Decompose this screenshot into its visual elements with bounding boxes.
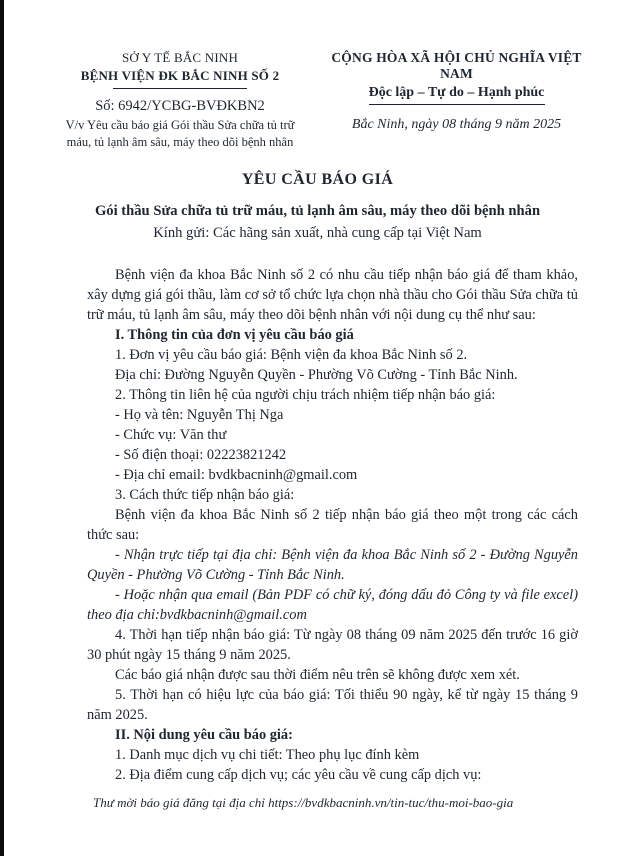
tender-package-subtitle: Gói thầu Sửa chữa tủ trữ máu, tủ lạnh âm sâu, máy theo dõi bệnh nhân	[94, 203, 541, 219]
body-paragraph: - Số điện thoại: 02223821242	[115, 447, 287, 463]
footer-posting-note: Thư mời báo giá đăng tại địa chỉ https://bvdkbacninh.vn/tin-tuc/thu-moi-bao-gia	[93, 795, 514, 810]
body-paragraph: - Hoặc nhận qua email (Bản PDF có chữ ký, đóng dấu đỏ Công ty và file excel) theo địa chỉ:bvdkbacninh@gmail.com	[87, 587, 578, 623]
document-subject-abstract: V/v Yêu cầu báo giá Gói thầu Sửa chữa tủ trữ máu, tủ lạnh âm sâu, máy theo dõi bệnh nhân	[65, 118, 295, 149]
body-paragraph: 1. Danh mục dịch vụ chi tiết: Theo phụ lục đính kèm	[115, 747, 420, 763]
place-and-date-line: Bắc Ninh, ngày 08 tháng 9 năm 2025	[351, 117, 562, 132]
title-block	[0, 171, 635, 242]
body-paragraph: Bệnh viện đa khoa Bắc Ninh số 2 tiếp nhận báo giá theo một trong các cách thức sau:	[87, 507, 578, 543]
body-paragraph: Địa chỉ: Đường Nguyễn Quyền - Phường Võ Cường - Tỉnh Bắc Ninh.	[115, 367, 518, 383]
body-paragraph: Các báo giá nhận được sau thời điểm nêu trên sẽ không được xem xét.	[115, 667, 520, 683]
body-paragraph: 4. Thời hạn tiếp nhận báo giá: Từ ngày 08 tháng 09 năm 2025 đến trước 16 giờ 30 phút ngày 15 tháng 9 năm 2025.	[87, 627, 578, 663]
document-title: YÊU CẦU BÁO GIÁ	[241, 171, 394, 188]
issuing-org-block	[30, 50, 330, 151]
national-motto-block	[330, 50, 605, 151]
national-title: CỘNG HÒA XÃ HỘI CHỦ NGHĨA VIỆT NAM	[331, 50, 582, 81]
body-paragraph: - Chức vụ: Văn thư	[115, 427, 227, 443]
national-motto: Độc lập – Tự do – Hạnh phúc	[368, 85, 545, 100]
body-paragraph: 5. Thời hạn có hiệu lực của báo giá: Tối thiểu 90 ngày, kể từ ngày 15 tháng 9 năm 2025.	[87, 687, 578, 723]
body-paragraph: 2. Địa điểm cung cấp dịch vụ; các yêu cầu về cung cấp dịch vụ:	[115, 767, 482, 783]
body-paragraph: II. Nội dung yêu cầu báo giá:	[115, 727, 293, 743]
body-paragraph: - Nhận trực tiếp tại địa chỉ: Bệnh viện đa khoa Bắc Ninh số 2 - Đường Nguyễn Quyền - Phường Võ Cường - Tỉnh Bắc Ninh.	[87, 547, 578, 583]
body-paragraph: 1. Đơn vị yêu cầu báo giá: Bệnh viện đa khoa Bắc Ninh số 2.	[115, 347, 468, 363]
scan-edge-artifact	[0, 0, 4, 856]
org-name: BỆNH VIỆN ĐK BẮC NINH SỐ 2	[80, 68, 280, 83]
org-parent-name: SỞ Y TẾ BẮC NINH	[121, 50, 239, 65]
document-number: Số: 6942/YCBG-BVĐKBN2	[95, 98, 265, 114]
body-paragraph: - Địa chỉ email: bvdkbacninh@gmail.com	[115, 467, 358, 483]
org-underline	[113, 88, 247, 89]
body-paragraph: I. Thông tin của đơn vị yêu cầu báo giá	[115, 327, 354, 343]
body-paragraph: - Họ và tên: Nguyễn Thị Nga	[115, 407, 284, 423]
body-paragraph: 2. Thông tin liên hệ của người chịu trách nhiệm tiếp nhận báo giá:	[115, 387, 496, 403]
body-paragraph: Bệnh viện đa khoa Bắc Ninh số 2 có nhu cầu tiếp nhận báo giá để tham khảo, xây dựng giá gói thầu, làm cơ sở tổ chức lựa chọn nhà thầu cho Gói thầu Sửa chữa tủ trữ máu, tủ lạnh âm sâu, máy theo dõi bệnh nhân với nội dung cụ thể như sau:	[87, 267, 578, 323]
motto-underline	[369, 104, 545, 105]
body-paragraph: 3. Cách thức tiếp nhận báo giá:	[115, 487, 295, 503]
document-header	[0, 0, 635, 151]
salutation-line: Kính gửi: Các hãng sản xuất, nhà cung cấp tại Việt Nam	[153, 225, 482, 241]
document-body	[87, 265, 578, 785]
